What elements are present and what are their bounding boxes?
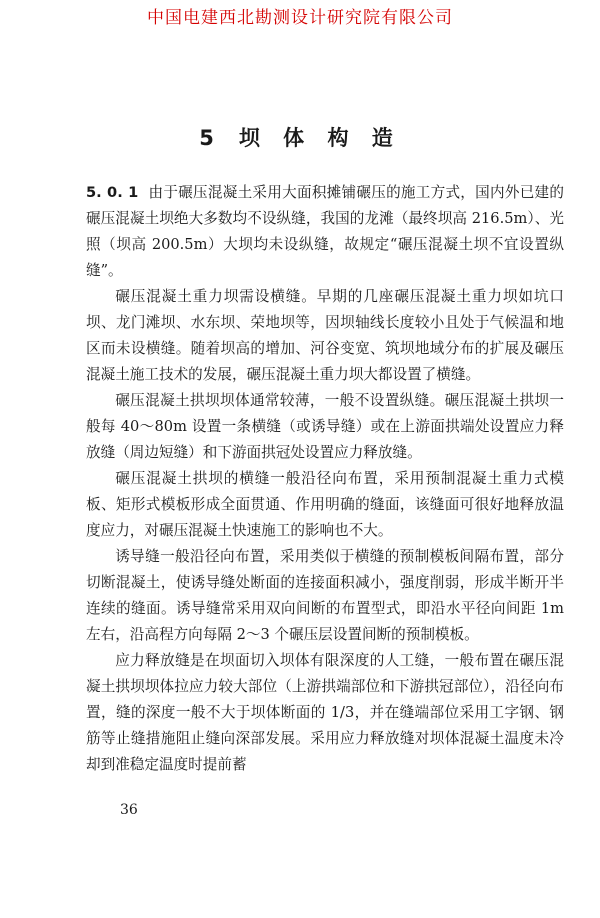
paragraph: 碾压混凝土拱坝的横缝一般沿径向布置，采用预制混凝土重力式模板、矩形式模板形成全面贯通、作用明确的缝面，该缝面可很好地释放温度应力，对碾压混凝土快速施工的影响也不大。 [86,470,564,539]
chapter-title-text: 坝 体 构 造 [238,126,401,150]
paragraph [86,180,564,284]
paragraph: 应力释放缝是在坝面切入坝体有限深度的人工缝，一般布置在碾压混凝土拱坝坝体拉应力较大部位（上游拱端部位和下游拱冠部位），沿径向布置，缝的深度一般不大于坝体断面的 1/3，并在缝端部位采用工字钢、钢筋等止缝措施阻止缝向深部发展。采用应力释放缝对坝体混凝土温度未冷却到准稳定温度时提前蓄 [86,652,564,773]
paragraph: 碾压混凝土重力坝需设横缝。早期的几座碾压混凝土重力坝如坑口坝、龙门滩坝、水东坝、荣地坝等，因坝轴线长度较小且处于气候温和地区而未设横缝。随着坝高的增加、河谷变宽、筑坝地域分布的扩展及碾压混凝土施工技术的发展，碾压混凝土重力坝大都设置了横缝。 [86,288,564,383]
paragraph: 诱导缝一般沿径向布置，采用类似于横缝的预制模板间隔布置，部分切断混凝土，使诱导缝处断面的连接面积减小，强度削弱，形成半断开半连续的缝面。诱导缝常采用双向间断的布置型式，即沿水平径向间距 1m 左右，沿高程方向每隔 2～3 个碾压层设置间断的预制模板。 [86,548,564,643]
chapter-title [0,122,600,152]
chapter-number: 5 [199,126,217,150]
paragraph-text: 由于碾压混凝土采用大面积摊铺碾压的施工方式，国内外已建的碾压混凝土坝绝大多数均不设纵缝，我国的龙滩（最终坝高 216.5m）、光照（坝高 200.5m）大坝均未设纵缝，故规定“碾压混凝土坝不宜设置纵缝”。 [86,184,564,279]
paragraph: 碾压混凝土拱坝坝体通常较薄，一般不设置纵缝。碾压混凝土拱坝一般每 40～80m 设置一条横缝（或诱导缝）或在上游面拱端处设置应力释放缝（周边短缝）和下游面拱冠处设置应力释放缝。 [86,392,564,461]
clause-number: 5. 0. 1 [86,184,139,201]
page-number: 36 [120,802,138,818]
publisher-header: 中国电建西北勘测设计研究院有限公司 [147,8,453,28]
section-body [86,180,564,778]
